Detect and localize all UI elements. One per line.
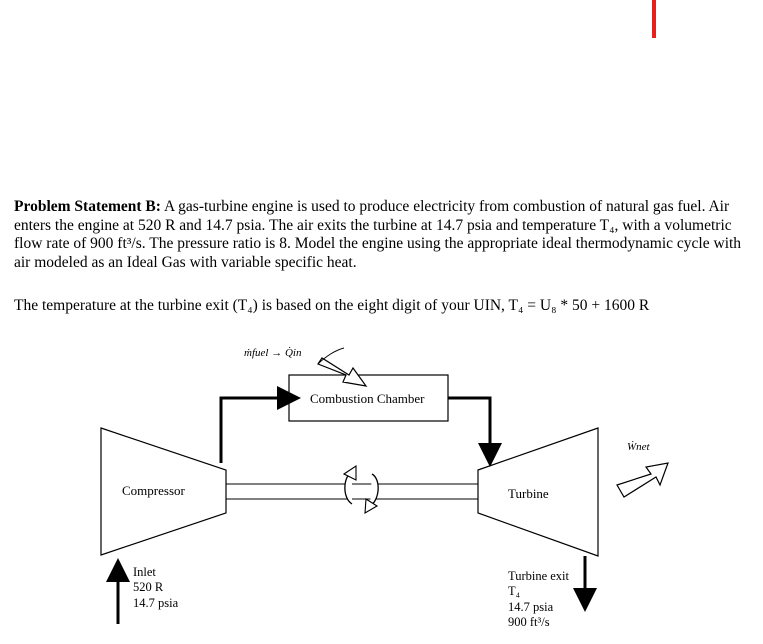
uin-formula-line: The temperature at the turbine exit (T₄) is based on the eight digit of your UIN, T₄ = U₈ * 50 + 1600 R (14, 297, 650, 314)
red-cursor-mark (652, 0, 656, 38)
inlet-temperature: 520 R (133, 580, 164, 594)
heat-input-label: ṁfuel → Q̇in (244, 347, 302, 359)
turbine-exit-pressure: 14.7 psia (508, 600, 554, 614)
inlet-pressure: 14.7 psia (133, 596, 179, 610)
gas-turbine-diagram (0, 330, 763, 644)
turbine-inlet-flow-arrow (448, 398, 490, 455)
compressor-outlet-flow-arrow (221, 398, 289, 463)
wnet-label: Ẇnet (627, 441, 650, 453)
work-output-arrow (617, 463, 668, 497)
turbine-exit-flow-rate: 900 ft³/s (508, 615, 550, 629)
problem-statement (14, 198, 754, 272)
combustion-chamber-label: Combustion Chamber (310, 391, 425, 406)
rotation-icon (344, 466, 378, 513)
compressor-label: Compressor (122, 483, 185, 498)
turbine-label: Turbine (508, 486, 549, 501)
problem-text: A gas-turbine engine is used to produce electricity from combustion of natural gas fuel. Air enters the engine at 520 R and 14.7 psia. The air exits the turbine at 14.7 psia and temperature T₄, with a volumetric flow rate of 900 ft³/s. The pressure ratio is 8. Model the engine using the appropriate ideal thermodynamic cycle with air modeled as an Ideal Gas with variable specific heat. (14, 198, 742, 271)
turbine-exit-temperature: T₄ (508, 584, 520, 598)
inlet-label: Inlet (133, 565, 156, 579)
turbine-exit-label: Turbine exit (508, 569, 569, 583)
problem-heading: Problem Statement B: (14, 198, 161, 215)
